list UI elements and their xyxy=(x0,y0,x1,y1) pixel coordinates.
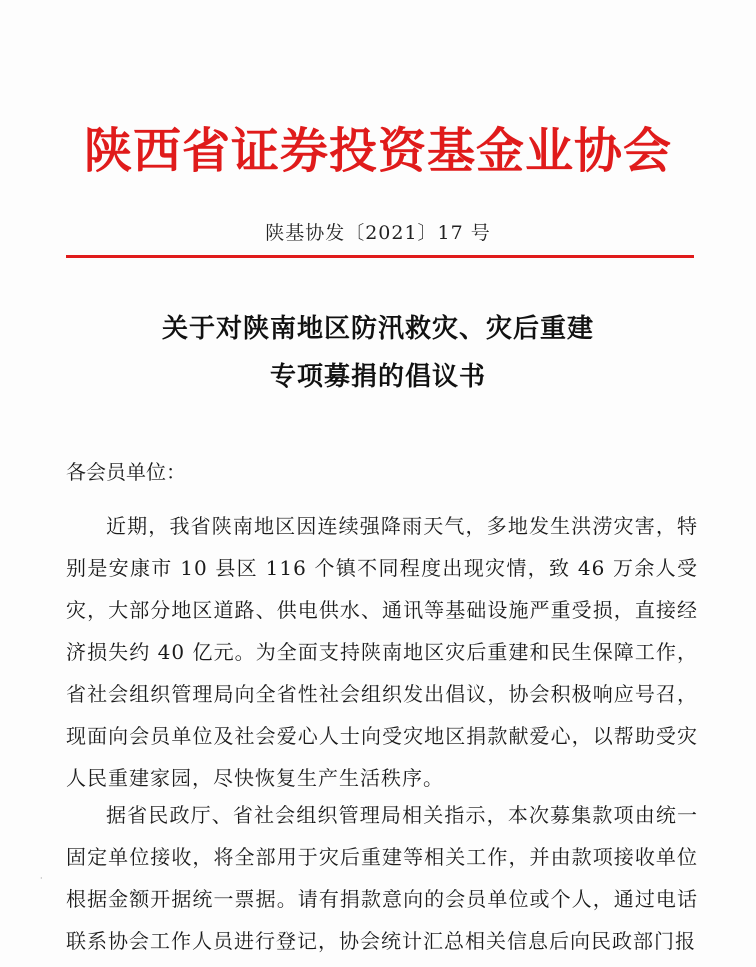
organization-name-header: 陕西省证券投资基金业协会 xyxy=(83,123,672,179)
scan-speck: · xyxy=(40,874,43,883)
document-number: 陕基协发〔2021〕17 号 xyxy=(265,222,491,244)
body-paragraph-1: 近期，我省陕南地区因连续强降雨天气，多地发生洪涝灾害，特别是安康市 10 县区 116 个镇不同程度出现灾情，致 46 万余人受灾，大部分地区道路、供电供水、通讯等基础设施严重受损，直接经济损失约 40 亿元。为全面支持陕南地区灾后重建和民生保障工作，省社会组织管理局向全省性社会组织发出倡议，协会积极响应号召，现面向会员单位及社会爱心人士向受灾地区捐款献爱心，以帮助受灾人民重建家园，尽快恢复生产生活秩序。 xyxy=(66,514,698,790)
document-title-line-2: 专项募捐的倡议书 xyxy=(269,362,486,392)
salutation: 各会员单位： xyxy=(66,460,186,484)
red-divider-line xyxy=(66,255,694,258)
document-title-line-1: 关于对陕南地区防汛救灾、灾后重建 xyxy=(161,314,594,344)
body-paragraph-2: 据省民政厅、省社会组织管理局相关指示，本次募集款项由统一固定单位接收，将全部用于灾后重建等相关工作，并由款项接收单位根据金额开据统一票据。请有捐款意向的会员单位或个人，通过电话联系协会工作人员进行登记，协会统计汇总相关信息后向民政部门报 xyxy=(66,803,698,953)
